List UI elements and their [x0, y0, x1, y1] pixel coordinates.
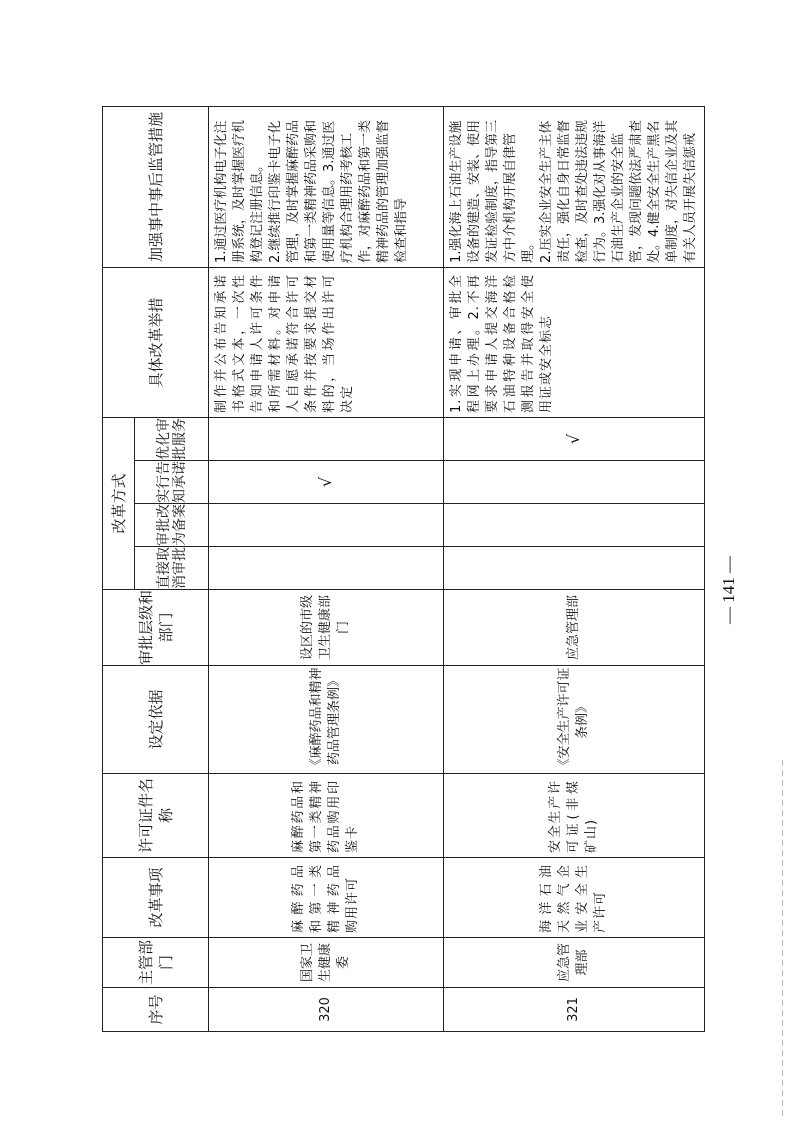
row-item: 海洋石油天然气企业安全生产许可 [444, 858, 705, 938]
row-basis: 《麻醉药品和精神药品管理条例》 [209, 666, 444, 774]
row-dept: 国家卫生健康委 [209, 938, 444, 988]
header-measures: 具体改革举措 [103, 267, 209, 417]
header-license: 许可证件名称 [103, 774, 209, 858]
rotated-table-container [102, 107, 698, 1032]
row-basis: 《安全生产许可证条例》 [444, 666, 705, 774]
header-level: 审批层级和部门 [103, 590, 209, 666]
row-level: 应急管理部 [444, 590, 705, 666]
row-mode-notify-check: √ [209, 461, 444, 504]
row-license: 麻醉药品和第一类精神药品购用印鉴卡 [209, 774, 444, 858]
row-level: 设区的市级卫生健康部门 [209, 590, 444, 666]
row-mode-cancel [444, 547, 705, 590]
header-supervision: 加强事中事后监管措施 [103, 106, 209, 267]
row-mode-optimize-check: √ [444, 417, 705, 460]
header-item: 改革事项 [103, 858, 209, 938]
row-supervision: 1.通过医疗机构电子化注册系统，及时掌握医疗机构登记注册信息。 2.继续推行印鉴卡电子化管理，及时掌握麻醉药品和第一类精神药品采购和使用量等信息。3.通过医疗机构合理用药考核工作，对麻醉药品和第一类精神药品的管理加强监督检查和指导 [209, 106, 444, 267]
page-number: — 141 — [719, 556, 738, 624]
header-row [103, 106, 135, 1031]
header-mode-cancel: 直接取消审批 [135, 547, 209, 590]
header-mode-group: 改革方式 [103, 417, 135, 589]
row-measures: 制作并公布告知承诺书格式文本，一次性告知申请人许可条件和所需材料。对申请人自愿承诺符合许可条件并按要求提交材料的，当场作出许可决定 [209, 267, 444, 417]
table-row [444, 106, 705, 1031]
row-mode-optimize [209, 417, 444, 460]
header-mode-optimize: 优化审批服务 [135, 417, 209, 460]
row-supervision: 1.强化海上石油生产设施设备的建造、安装、使用发证检验制度，指导第三方中介机构开展自律管理。 2.压实企业安全生产主体责任，强化自身日常监督检查，及时查处违法违规行为。3.强化对从事海洋石油生产企业的安全监管，发现问题依法严肃查处。4.健全安全生产黑名单制度，对失信企业及其有关人员开展失信惩戒 [444, 106, 705, 267]
row-mode-filing [209, 504, 444, 547]
row-mode-cancel [209, 547, 444, 590]
header-mode-filing: 审批改为备案 [135, 504, 209, 547]
row-item: 麻醉药品和第一类精神药品购用许可 [209, 858, 444, 938]
row-license: 安全生产许可证(非煤矿山) [444, 774, 705, 858]
scan-edge-mark [782, 760, 783, 1120]
header-mode-notify: 实行告知承诺 [135, 461, 209, 504]
header-dept: 主管部门 [103, 938, 209, 988]
row-measures: 1.实现申请、审批全程网上办理。2.不再要求申请人提交海洋石油特种设备合格检测报告并取得安全使用证或安全标志 [444, 267, 705, 417]
row-seq: 320 [209, 988, 444, 1032]
reform-table [102, 106, 705, 1032]
row-seq: 321 [444, 988, 705, 1032]
header-basis: 设定依据 [103, 666, 209, 774]
row-mode-filing [444, 504, 705, 547]
row-dept: 应急管理部 [444, 938, 705, 988]
header-seq: 序号 [103, 988, 209, 1032]
row-mode-notify [444, 461, 705, 504]
table-row [209, 106, 444, 1031]
